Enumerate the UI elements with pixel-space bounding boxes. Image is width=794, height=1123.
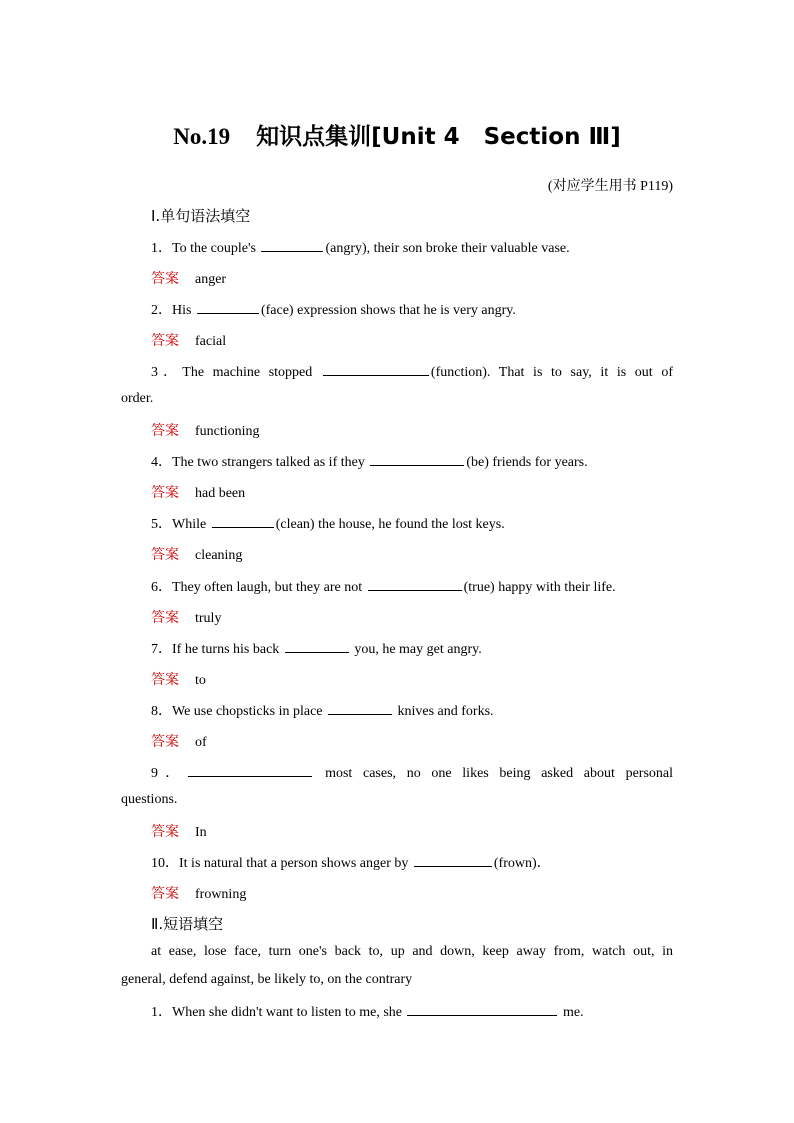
textbook-reference: (对应学生用书 P119) <box>547 179 673 194</box>
question-7: 7．If he turns his back you, he may get angry. <box>151 642 482 657</box>
page-title <box>0 118 794 151</box>
phrase-bank-line-1: at ease, lose face, turn one's back to, up and down, keep away from, watch out, in <box>151 944 673 959</box>
exercise-title: 知识点集训[Unit 4 Section Ⅲ] <box>256 124 621 150</box>
answer-2: 答案 facial <box>151 333 227 349</box>
section1-heading: Ⅰ.单句语法填空 <box>151 207 251 225</box>
question-9: 9． most cases, no one likes being asked about personal <box>151 766 673 781</box>
question-5: 5．While (clean) the house, he found the lost keys. <box>151 517 505 532</box>
phrase-question-1: 1．When she didn't want to listen to me, she me. <box>151 1005 584 1020</box>
answer-blank <box>328 702 392 715</box>
answer-3: 答案 functioning <box>151 423 260 439</box>
answer-blank <box>261 239 323 252</box>
answer-blank <box>407 1003 557 1016</box>
answer-blank <box>285 640 349 653</box>
answer-blank <box>414 854 492 867</box>
exercise-number: No.19 <box>173 124 231 149</box>
answer-blank <box>323 363 429 376</box>
phrase-bank-line-2: general, defend against, be likely to, on the contrary <box>121 972 413 987</box>
answer-1: 答案 anger <box>151 271 227 287</box>
question-1: 1．To the couple's (angry), their son broke their valuable vase. <box>151 241 570 256</box>
question-9-continuation: questions. <box>121 792 178 807</box>
answer-7: 答案 to <box>151 672 206 688</box>
answer-blank <box>197 301 259 314</box>
question-2: 2．His (face) expression shows that he is very angry. <box>151 303 516 318</box>
answer-4: 答案 had been <box>151 485 246 501</box>
answer-9: 答案 In <box>151 824 207 840</box>
answer-6: 答案 truly <box>151 610 222 626</box>
answer-8: 答案 of <box>151 734 207 750</box>
answer-blank <box>370 453 464 466</box>
question-8: 8．We use chopsticks in place knives and forks. <box>151 704 494 719</box>
section2-heading: Ⅱ.短语填空 <box>151 915 224 933</box>
answer-blank <box>188 764 312 777</box>
answer-5: 答案 cleaning <box>151 547 243 563</box>
question-10: 10．It is natural that a person shows anger by (frown)． <box>151 856 551 871</box>
answer-10: 答案 frowning <box>151 886 247 902</box>
answer-blank <box>212 515 274 528</box>
question-3-continuation: order. <box>121 391 154 406</box>
question-3: 3．The machine stopped (function). That is to say, it is out of <box>151 365 673 380</box>
question-4: 4．The two strangers talked as if they (be) friends for years. <box>151 455 588 470</box>
question-6: 6．They often laugh, but they are not (true) happy with their life. <box>151 580 616 595</box>
answer-blank <box>368 578 462 591</box>
